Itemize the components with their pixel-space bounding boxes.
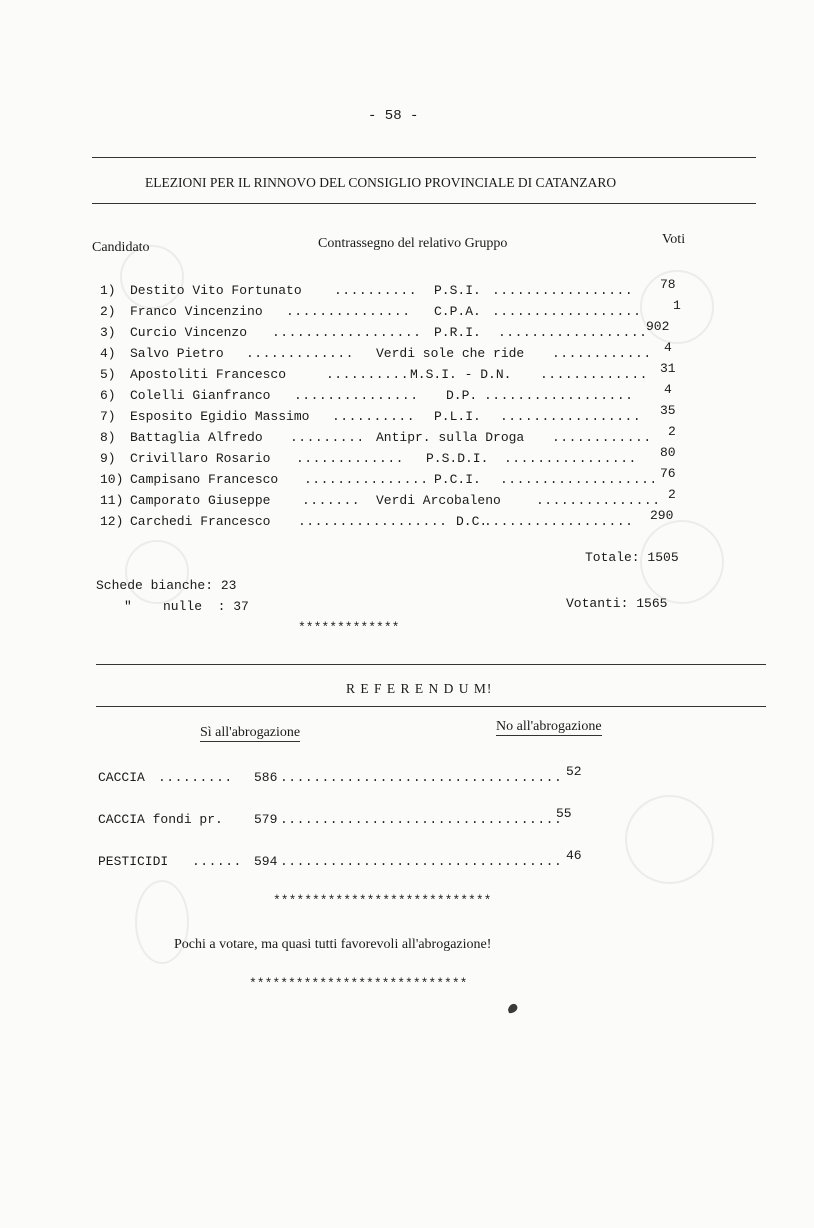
header-candidate: Candidato [92, 240, 150, 255]
candidate-row: 9) Crivillaro Rosario ............. P.S.D.I. ................ 80 [100, 445, 676, 466]
separator-stars: **************************** [273, 893, 492, 908]
candidate-number: 12) [100, 514, 124, 529]
candidate-row: 11) Camporato Giuseppe ....... Verdi Arcobaleno ............... 2 [100, 487, 676, 508]
candidate-party: Antipr. sulla Droga [376, 430, 525, 445]
schede-bianche: Schede bianche: 23 [96, 578, 237, 593]
candidate-votes: 290 [650, 508, 674, 523]
candidate-name: Colelli Gianfranco [130, 388, 271, 403]
candidate-votes: 35 [660, 403, 676, 418]
candidate-votes: 1 [673, 298, 681, 313]
candidate-row: 3) Curcio Vincenzo .................. P.R.I. .................. 902 [100, 319, 670, 340]
candidate-party: Verdi Arcobaleno [376, 493, 501, 508]
candidate-name: Destito Vito Fortunato [130, 283, 302, 298]
candidate-name: Franco Vincenzino [130, 304, 263, 319]
candidate-name: Crivillaro Rosario [130, 451, 271, 466]
divider [96, 664, 766, 665]
candidate-votes: 31 [660, 361, 676, 376]
candidate-name: Curcio Vincenzo [130, 325, 248, 340]
header-no: No all'abrogazione [496, 719, 602, 734]
candidate-votes: 78 [660, 277, 676, 292]
candidate-name: Carchedi Francesco [130, 514, 271, 529]
referendum-si: 579 [254, 812, 278, 827]
document-title: ELEZIONI PER IL RINNOVO DEL CONSIGLIO PROVINCIALE DI CATANZARO [145, 175, 617, 190]
candidate-number: 2) [100, 304, 116, 319]
candidate-number: 4) [100, 346, 116, 361]
candidate-votes: 76 [660, 466, 676, 481]
referendum-si: 586 [254, 770, 278, 785]
candidate-number: 9) [100, 451, 116, 466]
candidate-row: 6) Colelli Gianfranco ............... D.P. .................. 4 [100, 382, 672, 403]
divider [96, 706, 766, 707]
candidate-party: P.S.I. [434, 283, 481, 298]
totale: Totale: 1505 [585, 550, 679, 565]
header-si: Sì all'abrogazione [200, 725, 301, 740]
candidate-number: 6) [100, 388, 116, 403]
candidate-row: 8) Battaglia Alfredo ......... Antipr. sulla Droga ............ 2 [100, 424, 676, 445]
candidate-row: 5) Apostoliti Francesco .......... M.S.I. - D.N. ............. 31 [100, 361, 676, 382]
schede-nulle: " nulle : 37 [124, 599, 249, 614]
bleed-stamp-decoration [625, 795, 714, 884]
header-votes: Voti [662, 232, 686, 247]
candidate-number: 5) [100, 367, 116, 382]
candidate-party: D.C. [456, 514, 488, 529]
referendum-title: R E F E R E N D U M! [346, 681, 493, 696]
page-number: - 58 - [368, 108, 419, 124]
candidate-votes: 2 [668, 424, 676, 439]
candidate-number: 7) [100, 409, 116, 424]
referendum-row: CACCIA ......... 586 .................................. 52 [98, 764, 582, 785]
candidate-number: 11) [100, 493, 124, 508]
candidate-number: 8) [100, 430, 116, 445]
candidate-party: P.S.D.I. [426, 451, 489, 466]
referendum-no: 52 [566, 764, 582, 779]
referendum-si: 594 [254, 854, 278, 869]
candidate-party: D.P. [446, 388, 478, 403]
candidate-name: Campisano Francesco [130, 472, 279, 487]
candidate-party: P.L.I. [434, 409, 481, 424]
candidate-name: Camporato Giuseppe [130, 493, 271, 508]
referendum-label: CACCIA fondi pr. [98, 812, 223, 827]
candidate-party: P.C.I. [434, 472, 481, 487]
bleed-stamp-decoration [125, 540, 189, 604]
candidate-party: C.P.A. [434, 304, 481, 319]
candidate-votes: 2 [668, 487, 676, 502]
candidate-row: 12) Carchedi Francesco .................. D.C. .................. 290 [100, 508, 674, 529]
referendum-label: CACCIA [98, 770, 145, 785]
divider [92, 157, 756, 158]
candidate-votes: 902 [646, 319, 670, 334]
referendum-no: 46 [566, 848, 582, 863]
candidate-votes: 4 [664, 340, 672, 355]
referendum-no: 55 [556, 806, 572, 821]
candidate-row: 10) Campisano Francesco ............... P.C.I. ................... 76 [100, 466, 676, 487]
ink-blot-icon [505, 1000, 521, 1016]
candidate-name: Apostoliti Francesco [130, 367, 287, 382]
candidate-name: Salvo Pietro [130, 346, 224, 361]
referendum-row: PESTICIDI ...... 594 .................................. 46 [98, 848, 582, 869]
divider [92, 203, 756, 204]
candidate-row: 7) Esposito Egidio Massimo .......... P.L.I. ................. 35 [100, 403, 676, 424]
candidate-votes: 80 [660, 445, 676, 460]
candidate-row: 1) Destito Vito Fortunato .......... P.S.I. ................. 78 [100, 277, 676, 298]
separator-stars: **************************** [249, 976, 468, 991]
candidate-party: Verdi sole che ride [376, 346, 525, 361]
candidate-party: M.S.I. - D.N. [410, 367, 512, 382]
candidate-name: Battaglia Alfredo [130, 430, 263, 445]
referendum-label: PESTICIDI [98, 854, 169, 869]
candidate-votes: 4 [664, 382, 672, 397]
votanti: Votanti: 1565 [566, 596, 668, 611]
candidate-number: 3) [100, 325, 116, 340]
candidate-number: 1) [100, 283, 116, 298]
header-group: Contrassegno del relativo Gruppo [318, 236, 508, 251]
candidate-row: 2) Franco Vincenzino ............... C.P.A. .................. 1 [100, 298, 681, 319]
candidate-party: P.R.I. [434, 325, 481, 340]
candidate-number: 10) [100, 472, 124, 487]
separator-stars: ************* [298, 620, 400, 635]
closing-comment: Pochi a votare, ma quasi tutti favorevoli all'abrogazione! [174, 937, 492, 952]
candidate-row: 4) Salvo Pietro ............. Verdi sole che ride ............ 4 [100, 340, 672, 361]
candidate-name: Esposito Egidio Massimo [130, 409, 310, 424]
referendum-row: CACCIA fondi pr. 579 .................................. 55 [98, 806, 572, 827]
